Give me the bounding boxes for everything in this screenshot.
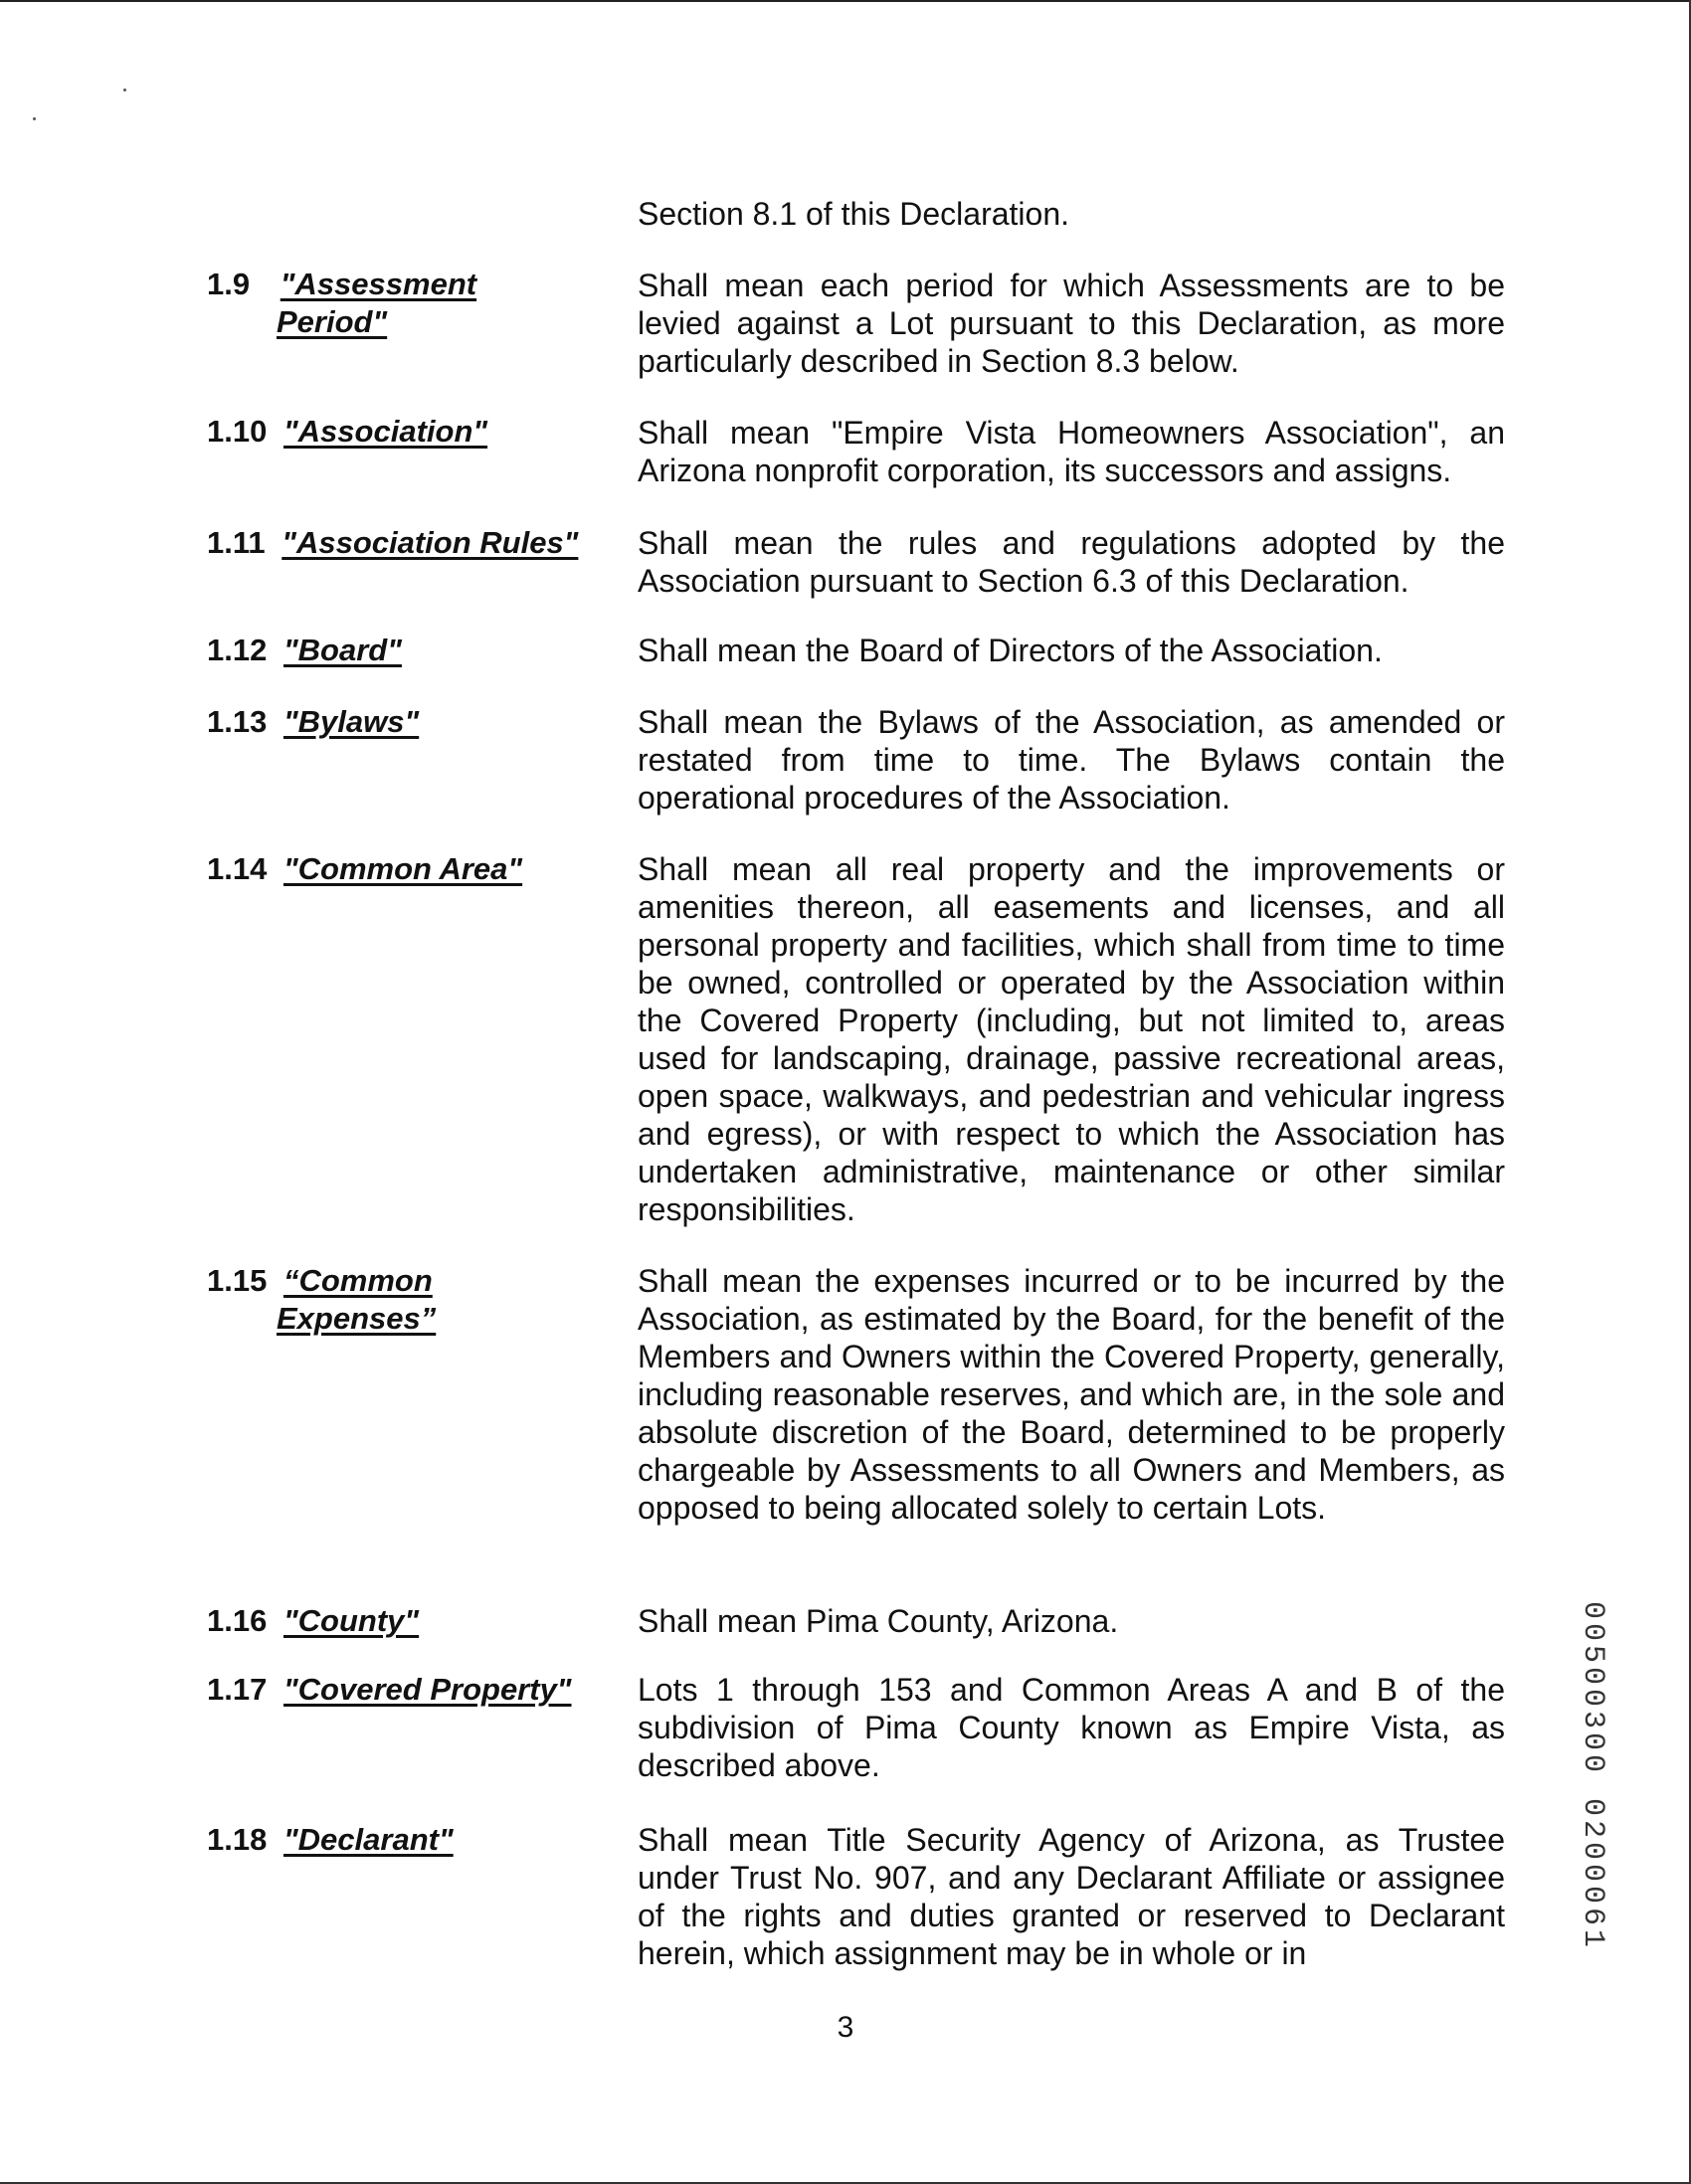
definition-text: Shall mean the Bylaws of the Association, as amended or restated from time to time. The Bylaws contain the operational procedures of the Association. [638,704,1505,816]
definition-term [207,413,487,451]
definition-term [207,1821,454,1859]
definition-number: 1.10 [207,414,268,449]
definition-term-label: "Association" [282,414,488,449]
page-number: 3 [837,2011,854,2044]
definition-text: Shall mean all real property and the improvements or amenities thereon, all easements and licenses, and all personal property and facilities, which shall from time to time be owned, controlled or operated by the Association within the Covered Property (including, but not limited to, areas used for landscaping, drainage, passive recreational areas, open space, walkways, and pedestrian and vehicular ingress and egress), or with respect to which the Association has undertaken administrative, maintenance or other similar responsibilities. [638,851,1505,1227]
definition-term-label: "Assessment [280,267,477,301]
definition-term-label: “Common [282,1263,433,1298]
definition-term-label: "Board" [282,633,402,667]
definition-text: Shall mean Pima County, Arizona. [638,1603,1119,1639]
recording-stamp: 00500300 0200061 [1576,1601,1609,1952]
definition-text: Shall mean each period for which Assessments are to be levied against a Lot pursuant to this Declaration, as more particularly described in Section 8.3 below. [638,268,1505,379]
definition-number: 1.16 [207,1603,268,1638]
definition-text: Shall mean the Board of Directors of the Association. [638,633,1383,668]
definition-text: Shall mean the rules and regulations adopted by the Association pursuant to Section 6.3 of this Declaration. [638,525,1505,599]
definition-text: Shall mean Title Security Agency of Arizona, as Trustee under Trust No. 907, and any Declarant Affiliate or assignee of the rights and duties granted or reserved to Declarant herein, which assignment may be in whole or in [638,1822,1505,1971]
definition-number: 1.11 [207,525,266,560]
definition-term-label: "Declarant" [282,1822,454,1857]
definition-term-label-line2: Expenses” [277,1301,437,1336]
definition-term [207,524,578,562]
scan-speck [123,89,126,91]
scan-top-edge [0,0,1691,2]
definition-text: Shall mean "Empire Vista Homeowners Association", an Arizona nonprofit corporation, its successors and assigns. [638,415,1505,488]
definition-term [207,703,419,741]
definition-term [207,850,522,888]
definition-term-label: "Covered Property" [282,1672,572,1707]
scan-speck [33,117,36,120]
definition-number: 1.9 [207,267,251,301]
definition-number: 1.14 [207,851,268,886]
definition-term [207,1671,572,1709]
definition-term [207,632,402,669]
definition-term-label: "County" [282,1603,420,1638]
definition-number: 1.13 [207,704,268,739]
definition-term-label: "Bylaws" [282,704,420,739]
definition-number: 1.12 [207,633,268,667]
definition-term-label: "Common Area" [282,851,523,886]
lead-text: Section 8.1 of this Declaration. [638,196,1070,232]
definition-term-label: "Association Rules" [282,525,579,560]
definition-number: 1.18 [207,1822,268,1857]
definition-number: 1.15 [207,1263,268,1298]
definition-number: 1.17 [207,1672,268,1707]
definition-term [207,266,477,339]
definition-term [207,1262,437,1336]
definition-text: Lots 1 through 153 and Common Areas A and B of the subdivision of Pima County known as Empire Vista, as described above. [638,1672,1505,1783]
definition-text: Shall mean the expenses incurred or to be incurred by the Association, as estimated by the Board, for the benefit of the Members and Owners within the Covered Property, generally, including reasonable reserves, and which are, in the sole and absolute discretion of the Board, determined to be properly chargeable by Assessments to all Owners and Members, as opposed to being allocated solely to certain Lots. [638,1263,1505,1526]
definition-term [207,1602,419,1640]
definition-term-label-line2: Period" [277,304,388,339]
